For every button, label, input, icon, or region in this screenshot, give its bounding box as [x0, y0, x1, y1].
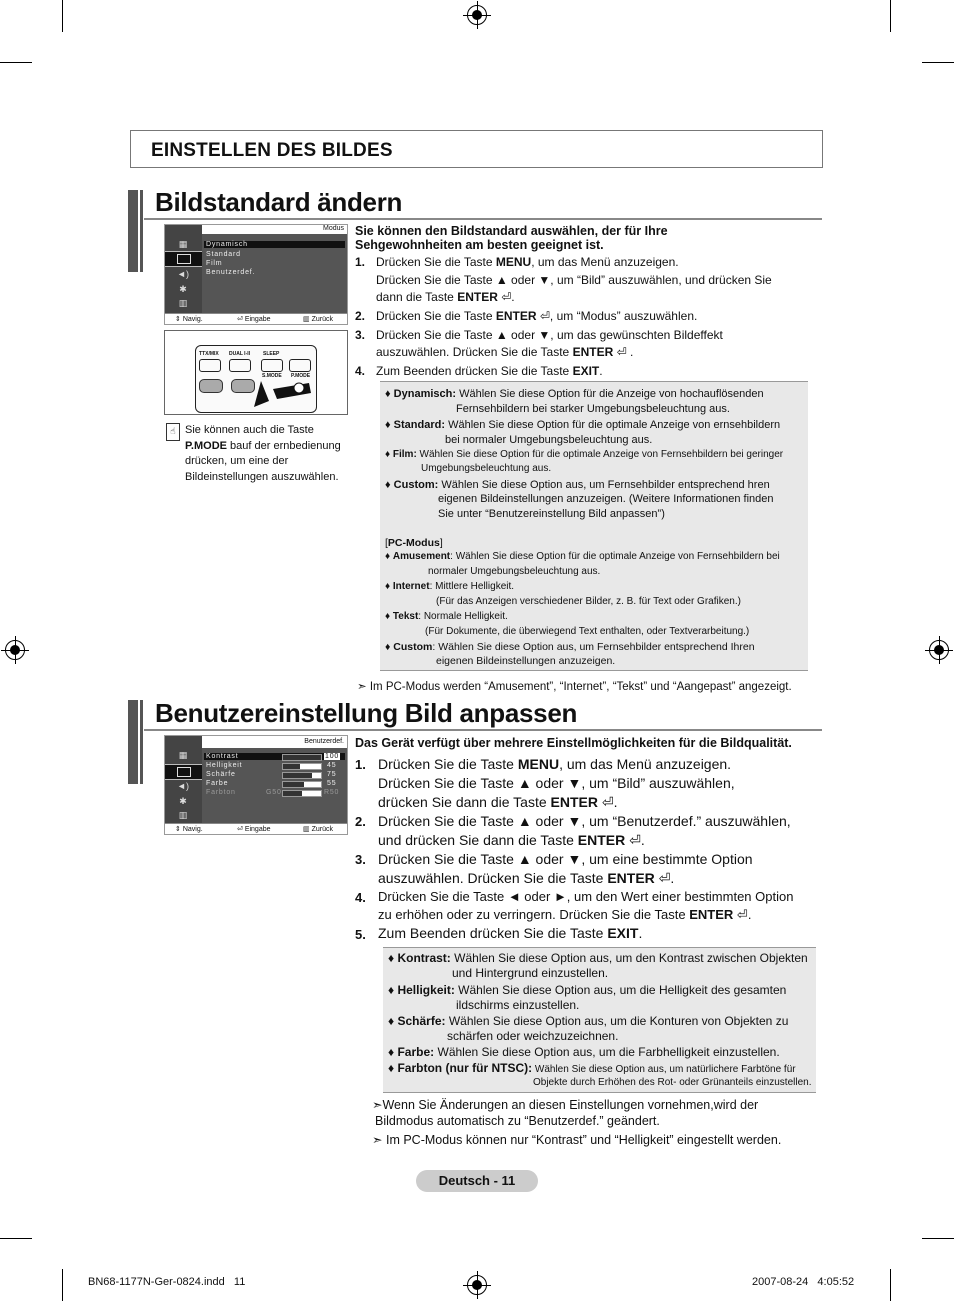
value-helligkeit: 45 [327, 762, 337, 769]
step-number: 2. [355, 309, 366, 323]
remote-label: TTX/MIX [199, 351, 219, 357]
value-schaerfe: 75 [327, 771, 337, 778]
pc-mode-label: [PC-Modus] [385, 537, 443, 549]
heading-bar [128, 190, 138, 272]
step-number: 4. [355, 890, 366, 905]
note-arrow-icon: ➣ [357, 681, 367, 693]
channel-icon: ✱ [179, 284, 187, 294]
intro-line: Sehgewohnheiten am besten geeignet ist. [355, 238, 604, 252]
enter-icon: ⏎ [601, 794, 614, 810]
menu-header: Modus [322, 225, 344, 232]
menu-item[interactable]: Benutzerdef. [206, 269, 256, 276]
step-text: und drücken Sie dann die Taste ENTER ⏎. [378, 832, 645, 848]
sound-icon: ◄) [177, 781, 189, 791]
menu-panel [202, 748, 347, 824]
crop-mark [922, 1238, 954, 1239]
step-text: Drücken Sie die Taste ▲ oder ▼, um “Benutzerdef.” auszuwählen, [378, 813, 791, 829]
enter-hint: ⏎ Eingabe [237, 826, 271, 833]
slider-helligkeit[interactable] [282, 763, 322, 770]
menu-row-kontrast[interactable]: Kontrast [204, 753, 345, 760]
heading-rule [144, 218, 822, 220]
menu-row-farbton[interactable]: Farbton [206, 789, 236, 796]
value-farbton: R50 [324, 789, 340, 796]
menu-row-farbe[interactable]: Farbe [206, 780, 229, 787]
menu-sidebar [165, 225, 202, 314]
step-text: Drücken Sie die Taste MENU, um das Menü anzuzeigen. [376, 255, 679, 269]
option-line: eigenen Bildeinstellungen anzuzeigen. [436, 655, 616, 667]
option-line: bei normaler Umgebungsbeleuchtung aus. [445, 434, 653, 446]
menu-item[interactable]: Film [206, 260, 223, 267]
option-line: normaler Umgebungsbeleuchtung aus. [428, 566, 601, 577]
step-text: Drücken Sie die Taste ▲ oder ▼, um “Bild” auszuwählen, und drücken Sie [376, 273, 772, 287]
step-number: 3. [355, 328, 366, 342]
menu-panel [202, 234, 347, 314]
slug-file: BN68-1177N-Ger-0824.indd 11 [88, 1276, 246, 1288]
input-icon: ▦ [178, 750, 188, 760]
step-text: auszuwählen. Drücken Sie die Taste ENTER ⏎ . [376, 345, 634, 359]
option-line: (Für das Anzeigen verschiedener Bilder, z. B. für Text oder Grafiken.) [436, 596, 741, 607]
setup-icon: ▥ [178, 810, 188, 820]
intro-text [355, 224, 668, 252]
picture-icon [165, 251, 202, 267]
option-line: eigenen Bildeinstellungen anzuzeigen. (Weitere Informationen finden [438, 493, 774, 505]
pc-mode-note: ➣ Im PC-Modus können nur “Kontrast” und “Helligkeit” eingestellt werden. [372, 1133, 782, 1147]
mode-options-box [380, 381, 808, 671]
pointing-hand-icon [249, 371, 319, 411]
enter-icon: ⏎ [736, 907, 748, 922]
sound-icon: ◄) [177, 269, 189, 279]
slider-schaerfe[interactable] [282, 772, 322, 779]
step-number: 3. [355, 852, 366, 867]
step-text: auszuwählen. Drücken Sie die Taste ENTER ⏎. [378, 870, 675, 886]
remote-label: DUAL I-II [229, 351, 251, 357]
enter-icon: ⏎ [539, 309, 550, 323]
tv-menu-benutzerdef [164, 735, 348, 835]
registration-mark-icon [5, 640, 25, 660]
note-line: Bildeinstellungen auszuwählen. [185, 470, 339, 483]
picture-icon [165, 764, 202, 780]
value-farbton-left: G50 [266, 789, 282, 796]
note-text: bauf der ernbedienung [226, 439, 341, 452]
option-line: und Hintergrund einzustellen. [452, 966, 609, 980]
step-number: 1. [355, 255, 366, 269]
pc-mode-note: ➣ Im PC-Modus werden “Amusement”, “Internet”, “Tekst” und “Aangepast” angezeigt. [357, 681, 792, 693]
crop-mark [890, 0, 891, 32]
option-line: Umgebungsbeleuchtung aus. [421, 463, 552, 474]
option-line: ildschirms einzustellen. [456, 998, 580, 1012]
step-text: Drücken Sie die Taste ENTER ⏎, um “Modus” auszuwählen. [376, 309, 698, 323]
note-hand-icon: ☝ [166, 423, 180, 441]
remote-label: P.MODE [291, 373, 311, 379]
tv-menu-modus [164, 224, 348, 325]
registration-mark-icon [467, 5, 487, 25]
slider-farbton[interactable] [282, 790, 322, 797]
change-note: ➣Wenn Sie Änderungen an diesen Einstellungen vornehmen,wird der Bildmodus automatisch zu “Benutzerdef.” geändert. [372, 1098, 759, 1128]
option-line: ♦ Internet: Mittlere Helligkeit. [385, 581, 515, 592]
enter-icon: ⏎ [658, 870, 671, 886]
value-farbe: 55 [327, 780, 337, 787]
step-text: Zum Beenden drücken Sie die Taste EXIT. [376, 364, 603, 378]
option-line: ♦ Farbe: Wählen Sie diese Option aus, um die Farbhelligkeit einzustellen. [388, 1045, 780, 1059]
step-text: drücken Sie dann die Taste ENTER ⏎. [378, 794, 618, 810]
crop-mark [62, 1269, 63, 1301]
option-line: ♦ Film: Wählen Sie diese Option für die optimale Anzeige von Fernsehbildern bei geringer [385, 449, 784, 460]
slug-date: 2007-08-24 4:05:52 [752, 1276, 855, 1288]
menu-item[interactable]: Standard [206, 251, 241, 258]
menu-row-schaerfe[interactable]: Schärfe [206, 771, 236, 778]
option-line: Fernsehbildern bei starker Umgebungsbeleuchtung aus. [456, 403, 730, 415]
step-text: Zum Beenden drücken Sie die Taste EXIT. [378, 925, 643, 941]
menu-footer [165, 823, 347, 834]
section-header [130, 130, 823, 168]
picture-options-box [383, 947, 816, 1093]
intro-text: Das Gerät verfügt über mehrere Einstellmöglichkeiten für die Bildqualität. [355, 736, 792, 750]
step-text: Drücken Sie die Taste MENU, um das Menü anzuzeigen. [378, 756, 732, 772]
remote-illustration [164, 330, 348, 415]
crop-mark [0, 1238, 32, 1239]
remote-label: SLEEP [263, 351, 280, 357]
option-line: ♦ Custom: Wählen Sie diese Option aus, um Fernsehbilder entsprechend hren [385, 479, 770, 491]
setup-icon: ▥ [178, 298, 188, 308]
note-arrow-icon: ➣ [372, 1133, 383, 1147]
option-line: Objekte durch Erhöhen des Rot- oder Grünanteils einzustellen. [533, 1077, 812, 1088]
crop-mark [0, 62, 32, 63]
menu-footer [165, 313, 347, 324]
crop-mark [922, 62, 954, 63]
option-line: ♦ Kontrast: Wählen Sie diese Option aus, um den Kontrast zwischen Objekten [388, 951, 808, 965]
heading-benutzereinstellung: Benutzereinstellung Bild anpassen [155, 698, 578, 728]
heading-rule [144, 729, 822, 731]
page-number-badge: Deutsch - 11 [416, 1170, 538, 1192]
note-arrow-icon: ➣ [372, 1098, 383, 1112]
back-hint: ▥ Zurück [303, 826, 333, 833]
crop-mark [62, 0, 63, 32]
heading-bar [140, 190, 143, 272]
step-number: 5. [355, 927, 366, 942]
menu-header: Benutzerdef. [304, 738, 344, 745]
slider-farbe[interactable] [282, 781, 322, 788]
option-line: ♦ Tekst: Normale Helligkeit. [385, 611, 508, 622]
step-text: Drücken Sie die Taste ◄ oder ►, um den Wert einer bestimmten Option [378, 889, 794, 904]
heading-bar [128, 700, 138, 784]
intro-line: Sie können den Bildstandard auswählen, der für Ihre [355, 224, 668, 238]
enter-icon: ⏎ [501, 290, 512, 304]
menu-sidebar [165, 736, 202, 824]
slider-kontrast[interactable] [282, 754, 322, 761]
input-icon: ▦ [178, 239, 188, 249]
remote-button [199, 379, 223, 393]
note-line [185, 439, 350, 455]
menu-item[interactable]: Dynamisch [204, 241, 345, 248]
ttx-button [199, 359, 221, 372]
menu-row-helligkeit[interactable]: Helligkeit [206, 762, 243, 769]
option-line: ♦ Helligkeit: Wählen Sie diese Option aus, um die Helligkeit des gesamten [388, 983, 787, 997]
pmode-note [185, 423, 350, 485]
option-line: ♦ Schärfe: Wählen Sie diese Option aus, um die Konturen von Objekten zu [388, 1014, 789, 1028]
step-text: Drücken Sie die Taste ▲ oder ▼, um “Bild” auszuwählen, [378, 775, 735, 791]
section-title: EINSTELLEN DES BILDES [151, 140, 393, 161]
registration-mark-icon [467, 1275, 487, 1295]
remote-label: S.MODE [262, 373, 282, 379]
enter-hint: ⏎ Eingabe [237, 316, 271, 323]
note-line: Sie können auch die Taste [185, 424, 314, 436]
option-line: (Für Dokumente, die überwiegend Text enthalten, oder Textverarbeitung.) [425, 626, 750, 637]
option-line: ♦ Amusement: Wählen Sie diese Option für die optimale Anzeige von Fernsehbildern bei [385, 551, 780, 562]
step-text: dann die Taste ENTER ⏎. [376, 290, 515, 304]
crop-mark [890, 1269, 891, 1301]
enter-icon: ⏎ [629, 832, 641, 848]
option-line: Sie unter “Benutzereinstellung Bild anpassen”) [438, 508, 665, 520]
step-text: zu erhöhen oder zu verringern. Drücken Sie die Taste ENTER ⏎. [378, 907, 752, 922]
channel-icon: ✱ [179, 796, 187, 806]
heading-bar [140, 700, 143, 784]
nav-hint: ⇕ Navig. [175, 316, 203, 323]
registration-mark-icon [929, 640, 949, 660]
nav-hint: ⇕ Navig. [175, 826, 203, 833]
step-number: 4. [355, 364, 366, 378]
note-line: drücken, um eine der [185, 455, 289, 467]
back-hint: ▥ Zurück [303, 316, 333, 323]
option-line: ♦ Dynamisch: Wählen Sie diese Option für die Anzeige von hochauflösenden [385, 388, 764, 400]
step-text: Drücken Sie die Taste ▲ oder ▼, um eine bestimmte Option [378, 851, 753, 867]
heading-bildstandard: Bildstandard ändern [155, 187, 403, 217]
dual-button [229, 359, 251, 372]
option-line: ♦ Standard: Wählen Sie diese Option für die optimale Anzeige von ernsehbildern [385, 419, 781, 431]
option-line: ♦ Farbton (nur für NTSC): Wählen Sie diese Option aus, um natürlichere Farbtöne für [388, 1061, 796, 1075]
step-number: 1. [355, 757, 366, 772]
value-kontrast: 100 [325, 753, 340, 760]
note-key: P.MODE [185, 439, 227, 452]
step-number: 2. [355, 814, 366, 829]
option-line: ♦ Custom: Wählen Sie diese Option aus, um Fernsehbilder entsprechend Ihren [385, 641, 755, 653]
option-line: schärfen oder weichzuzeichnen. [447, 1029, 619, 1043]
enter-icon: ⏎ [616, 345, 627, 359]
step-text: Drücken Sie die Taste ▲ oder ▼, um das gewünschten Bildeffekt [376, 328, 723, 342]
note-line: Bildmodus automatisch zu “Benutzerdef.” geändert. [375, 1114, 660, 1128]
